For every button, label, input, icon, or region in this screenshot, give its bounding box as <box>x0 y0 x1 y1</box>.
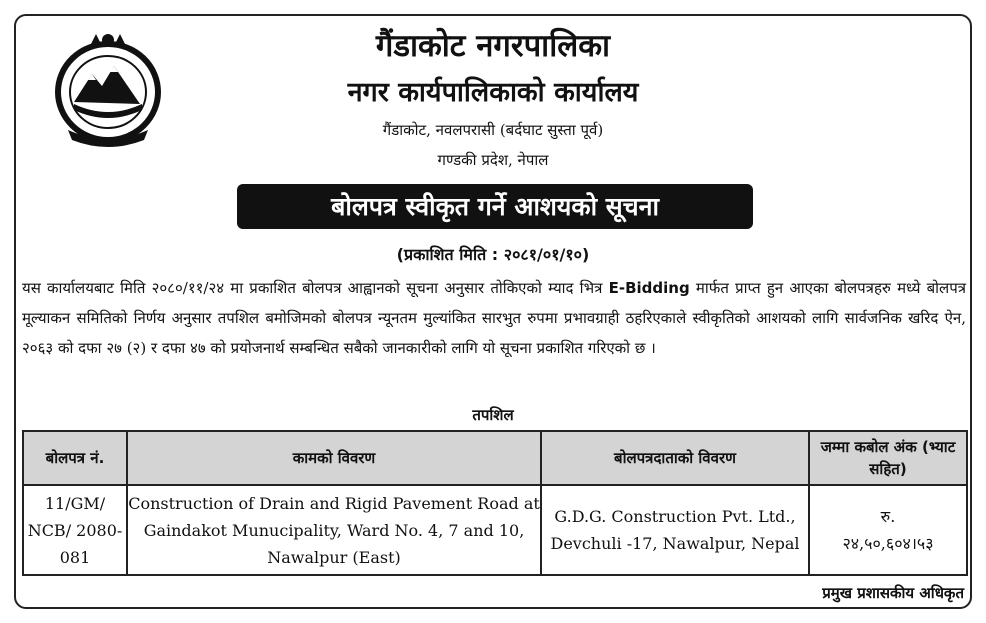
amount-value: २४,५०,६०४।५३ <box>842 534 934 553</box>
header-bid-no: बोलपत्र नं. <box>23 431 127 485</box>
e-bidding-text: E-Bidding <box>608 279 690 297</box>
details-heading: तपशिल <box>472 406 514 424</box>
cell-bidder-details: G.D.G. Construction Pvt. Ltd., Devchuli -17, Nawalpur, Nepal <box>541 485 809 575</box>
notice-body-part1: यस कार्यालयबाट मिति २०८०/११/२४ मा प्रकाशित बोलपत्र आह्वानको सूचना अनुसार तोकिएको म्याद भित्र <box>22 279 603 297</box>
table-header-row <box>23 431 967 485</box>
office-address: गैंडाकोट, नवलपरासी (बर्दघाट सुस्ता पूर्व) <box>382 121 604 139</box>
municipality-name: गैंडाकोट नगरपालिका <box>375 28 611 64</box>
notice-body <box>22 273 966 363</box>
table-row <box>23 485 967 575</box>
header-bidder-details: बोलपत्रदाताको विवरण <box>541 431 809 485</box>
bid-details-table <box>22 430 968 576</box>
office-province: गण्डकी प्रदेश, नेपाल <box>437 151 549 169</box>
cell-bid-amount <box>809 485 967 575</box>
cell-bid-no: 11/GM/ NCB/ 2080-081 <box>23 485 127 575</box>
header-work-description: कामको विवरण <box>127 431 541 485</box>
header-total-bid-amount: जम्मा कबोल अंक (भ्याट सहित) <box>809 431 967 485</box>
notice-title: बोलपत्र स्वीकृत गर्ने आशयको सूचना <box>237 184 753 229</box>
published-date: (प्रकाशित मिति : २०८१/०१/१०) <box>396 245 590 264</box>
signature-title: प्रमुख प्रशासकीय अधिकृत <box>822 584 964 602</box>
office-name: नगर कार्यपालिकाको कार्यालय <box>347 77 639 108</box>
amount-prefix: रु. <box>880 507 896 526</box>
cell-work-description: Construction of Drain and Rigid Pavement Road at Gaindakot Munucipality, Ward No. 4, 7 and 10, Nawalpur (East) <box>127 485 541 575</box>
notice-body-part2: मार्फत प्राप्त हुन आएका बोलपत्रहरु मध्ये बोलपत्र मूल्याकन समितिको निर्णय अनुसार तपशिल बमोजिमको बोलपत्र न्यूनतम मुल्यांकित सारभुत रुपमा प्रभावग्राही ठहरिएकाले स्वीकृतिको आशयको लागि सार्वजनिक खरिद ऐन, २०६३ को दफा २७ (२) र दफा ४७ को प्रयोजनार्थ सम्बन्धित सबैको जानकारीको लागि यो सूचना प्रकाशित गरिएको छ । <box>22 279 966 357</box>
